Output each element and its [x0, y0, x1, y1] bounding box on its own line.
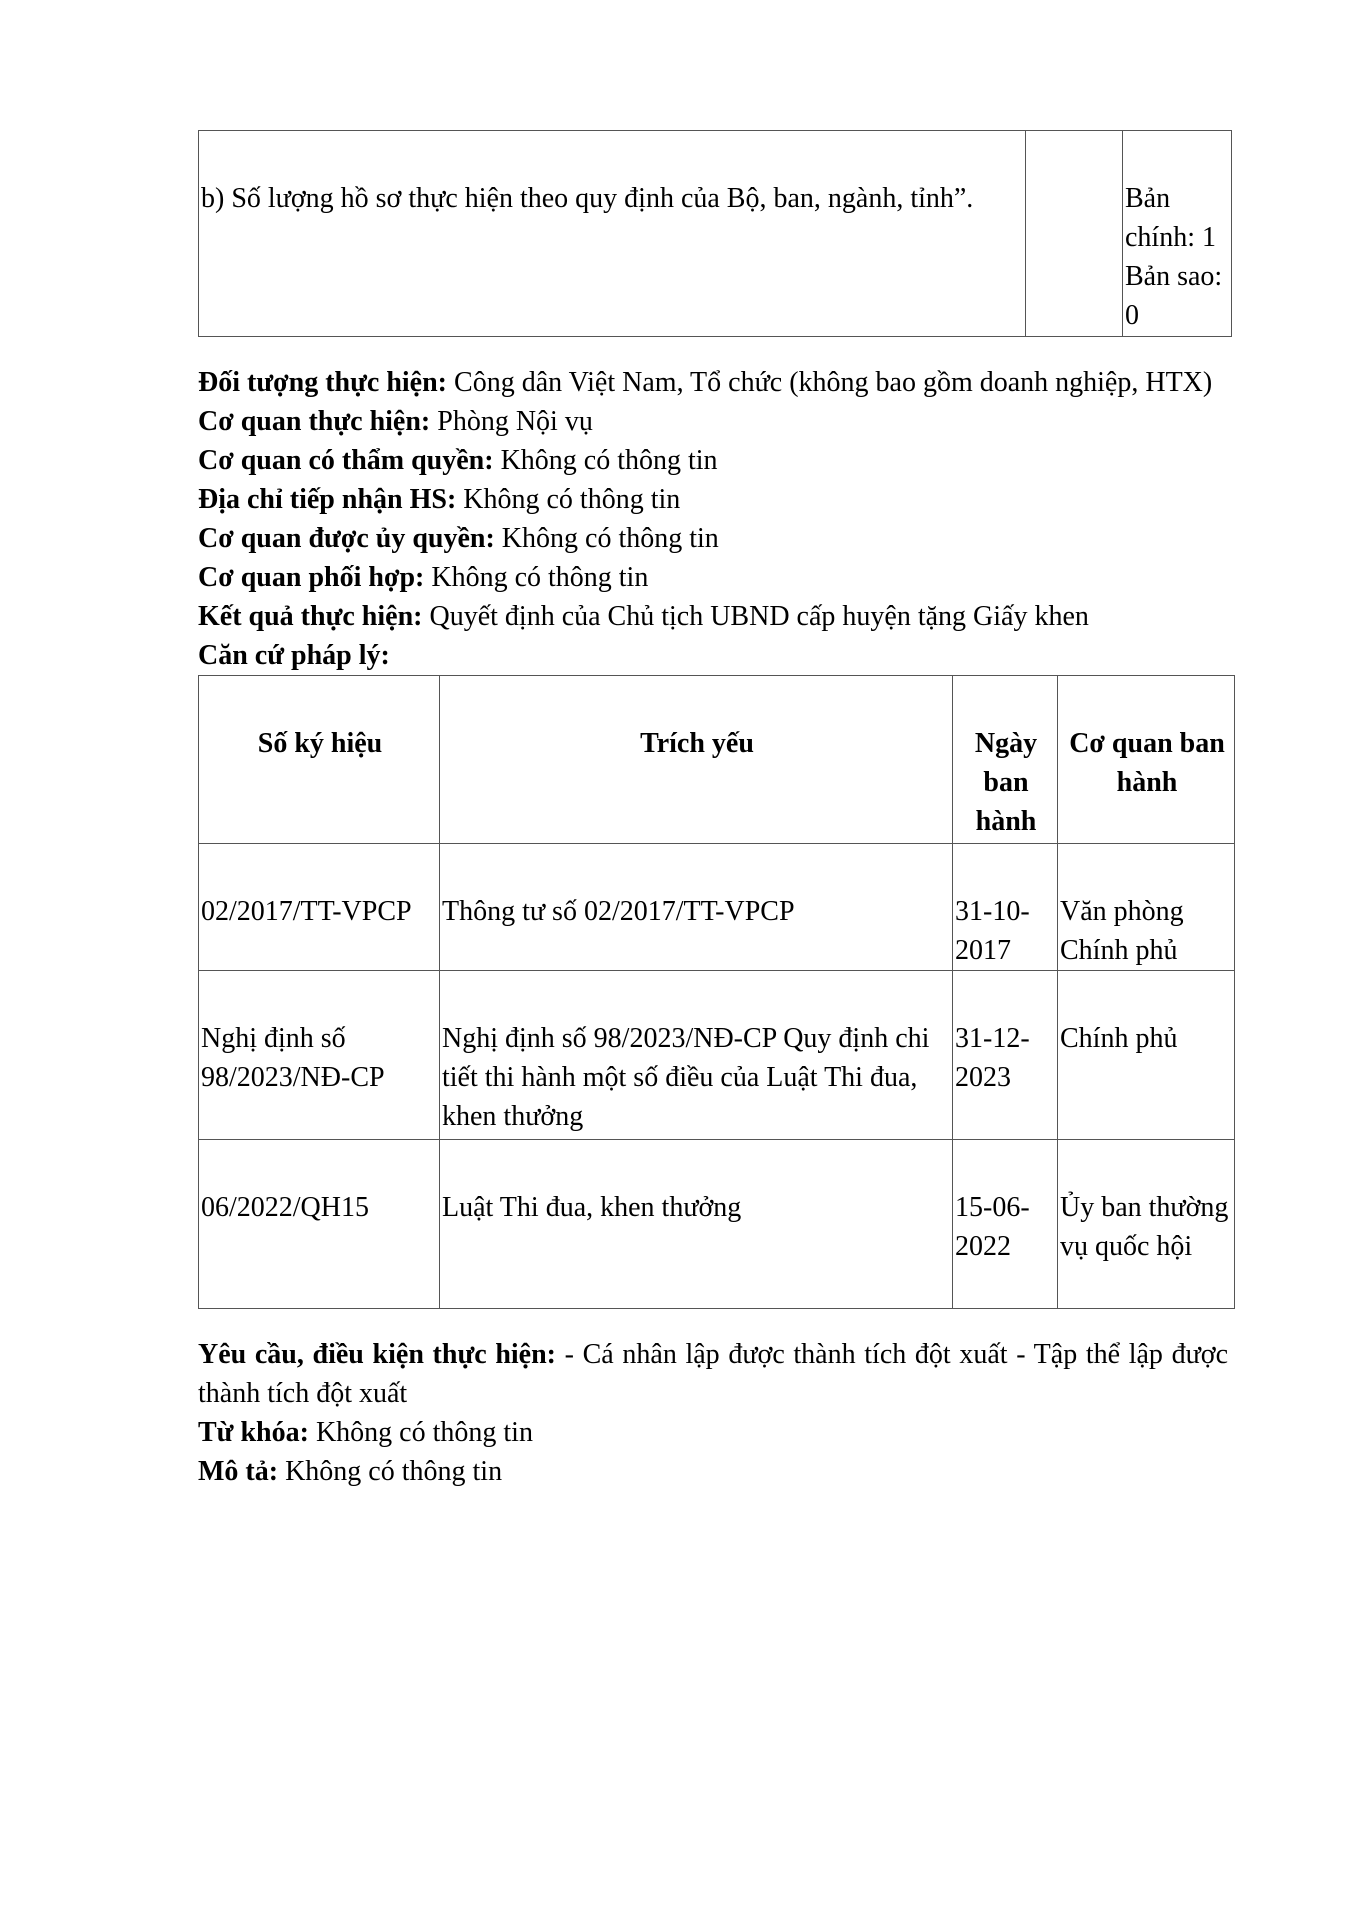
field-value: Không có thông tin [315, 1417, 533, 1448]
field-value: Phòng Nội vụ [437, 406, 593, 437]
table-row [199, 971, 1235, 1140]
info-line [198, 558, 1228, 597]
field-label: Cơ quan phối hợp: [198, 562, 425, 593]
info-line [198, 363, 1228, 402]
section-heading: Căn cứ pháp lý: [198, 640, 390, 671]
document-requirements-table [198, 130, 1232, 337]
field-value: Không có thông tin [501, 523, 719, 554]
info-line [198, 636, 1228, 675]
table-cell: Chính phủ [1058, 971, 1235, 1140]
field-label: Địa chỉ tiếp nhận HS: [198, 484, 457, 515]
table-cell: 31-10-2017 [953, 844, 1058, 971]
table-cell: Văn phòng Chính phủ [1058, 844, 1235, 971]
procedure-info [198, 363, 1228, 675]
field-value: Không có thông tin [500, 445, 718, 476]
column-header: Số ký hiệu [199, 676, 440, 844]
field-value: Không có thông tin [463, 484, 681, 515]
table-cell: 15-06-2022 [953, 1140, 1058, 1309]
info-line [198, 1413, 1228, 1452]
field-label: Yêu cầu, điều kiện thực hiện: [198, 1339, 556, 1370]
field-label: Cơ quan có thẩm quyền: [198, 445, 494, 476]
copies-cell: Bản chính: 1 Bản sao: 0 [1123, 131, 1232, 337]
field-value: Công dân Việt Nam, Tổ chức (không bao gồm doanh nghiệp, HTX) [454, 367, 1213, 398]
info-line [198, 402, 1228, 441]
legal-basis-table [198, 675, 1235, 1309]
field-label: Kết quả thực hiện: [198, 601, 423, 632]
info-line [198, 441, 1228, 480]
column-header: Ngày ban hành [953, 676, 1058, 844]
table-row [199, 844, 1235, 971]
field-label: Cơ quan thực hiện: [198, 406, 431, 437]
field-value: Không có thông tin [431, 562, 649, 593]
procedure-extra-info [198, 1335, 1228, 1491]
column-header: Trích yếu [440, 676, 953, 844]
table-row [199, 1140, 1235, 1309]
field-value: - Cá nhân lập được thành tích đột xuất - Tập thể lập được thành tích đột xuất [198, 1339, 1228, 1409]
table-cell: b) Số lượng hồ sơ thực hiện theo quy định của Bộ, ban, ngành, tỉnh”. [199, 131, 1026, 337]
field-label: Cơ quan được ủy quyền: [198, 523, 495, 554]
table-header-row [199, 676, 1235, 844]
table-cell: 06/2022/QH15 [199, 1140, 440, 1309]
table-row [199, 131, 1232, 337]
table-cell: Nghị định số 98/2023/NĐ-CP [199, 971, 440, 1140]
table-cell: Luật Thi đua, khen thưởng [440, 1140, 953, 1309]
table-cell [1026, 131, 1123, 337]
field-value: Quyết định của Chủ tịch UBND cấp huyện tặng Giấy khen [429, 601, 1089, 632]
info-line [198, 519, 1228, 558]
table-cell: 31-12-2023 [953, 971, 1058, 1140]
field-value: Không có thông tin [285, 1456, 503, 1487]
info-line [198, 1335, 1228, 1413]
info-line [198, 1452, 1228, 1491]
info-line [198, 597, 1228, 636]
column-header: Cơ quan ban hành [1058, 676, 1235, 844]
field-label: Từ khóa: [198, 1417, 309, 1448]
table-cell: Ủy ban thường vụ quốc hội [1058, 1140, 1235, 1309]
table-cell: Nghị định số 98/2023/NĐ-CP Quy định chi tiết thi hành một số điều của Luật Thi đua, khen thưởng [440, 971, 953, 1140]
table-cell: Thông tư số 02/2017/TT-VPCP [440, 844, 953, 971]
field-label: Đối tượng thực hiện: [198, 367, 448, 398]
document-page [198, 130, 1228, 1491]
field-label: Mô tả: [198, 1456, 279, 1487]
table-cell: 02/2017/TT-VPCP [199, 844, 440, 971]
info-line [198, 480, 1228, 519]
